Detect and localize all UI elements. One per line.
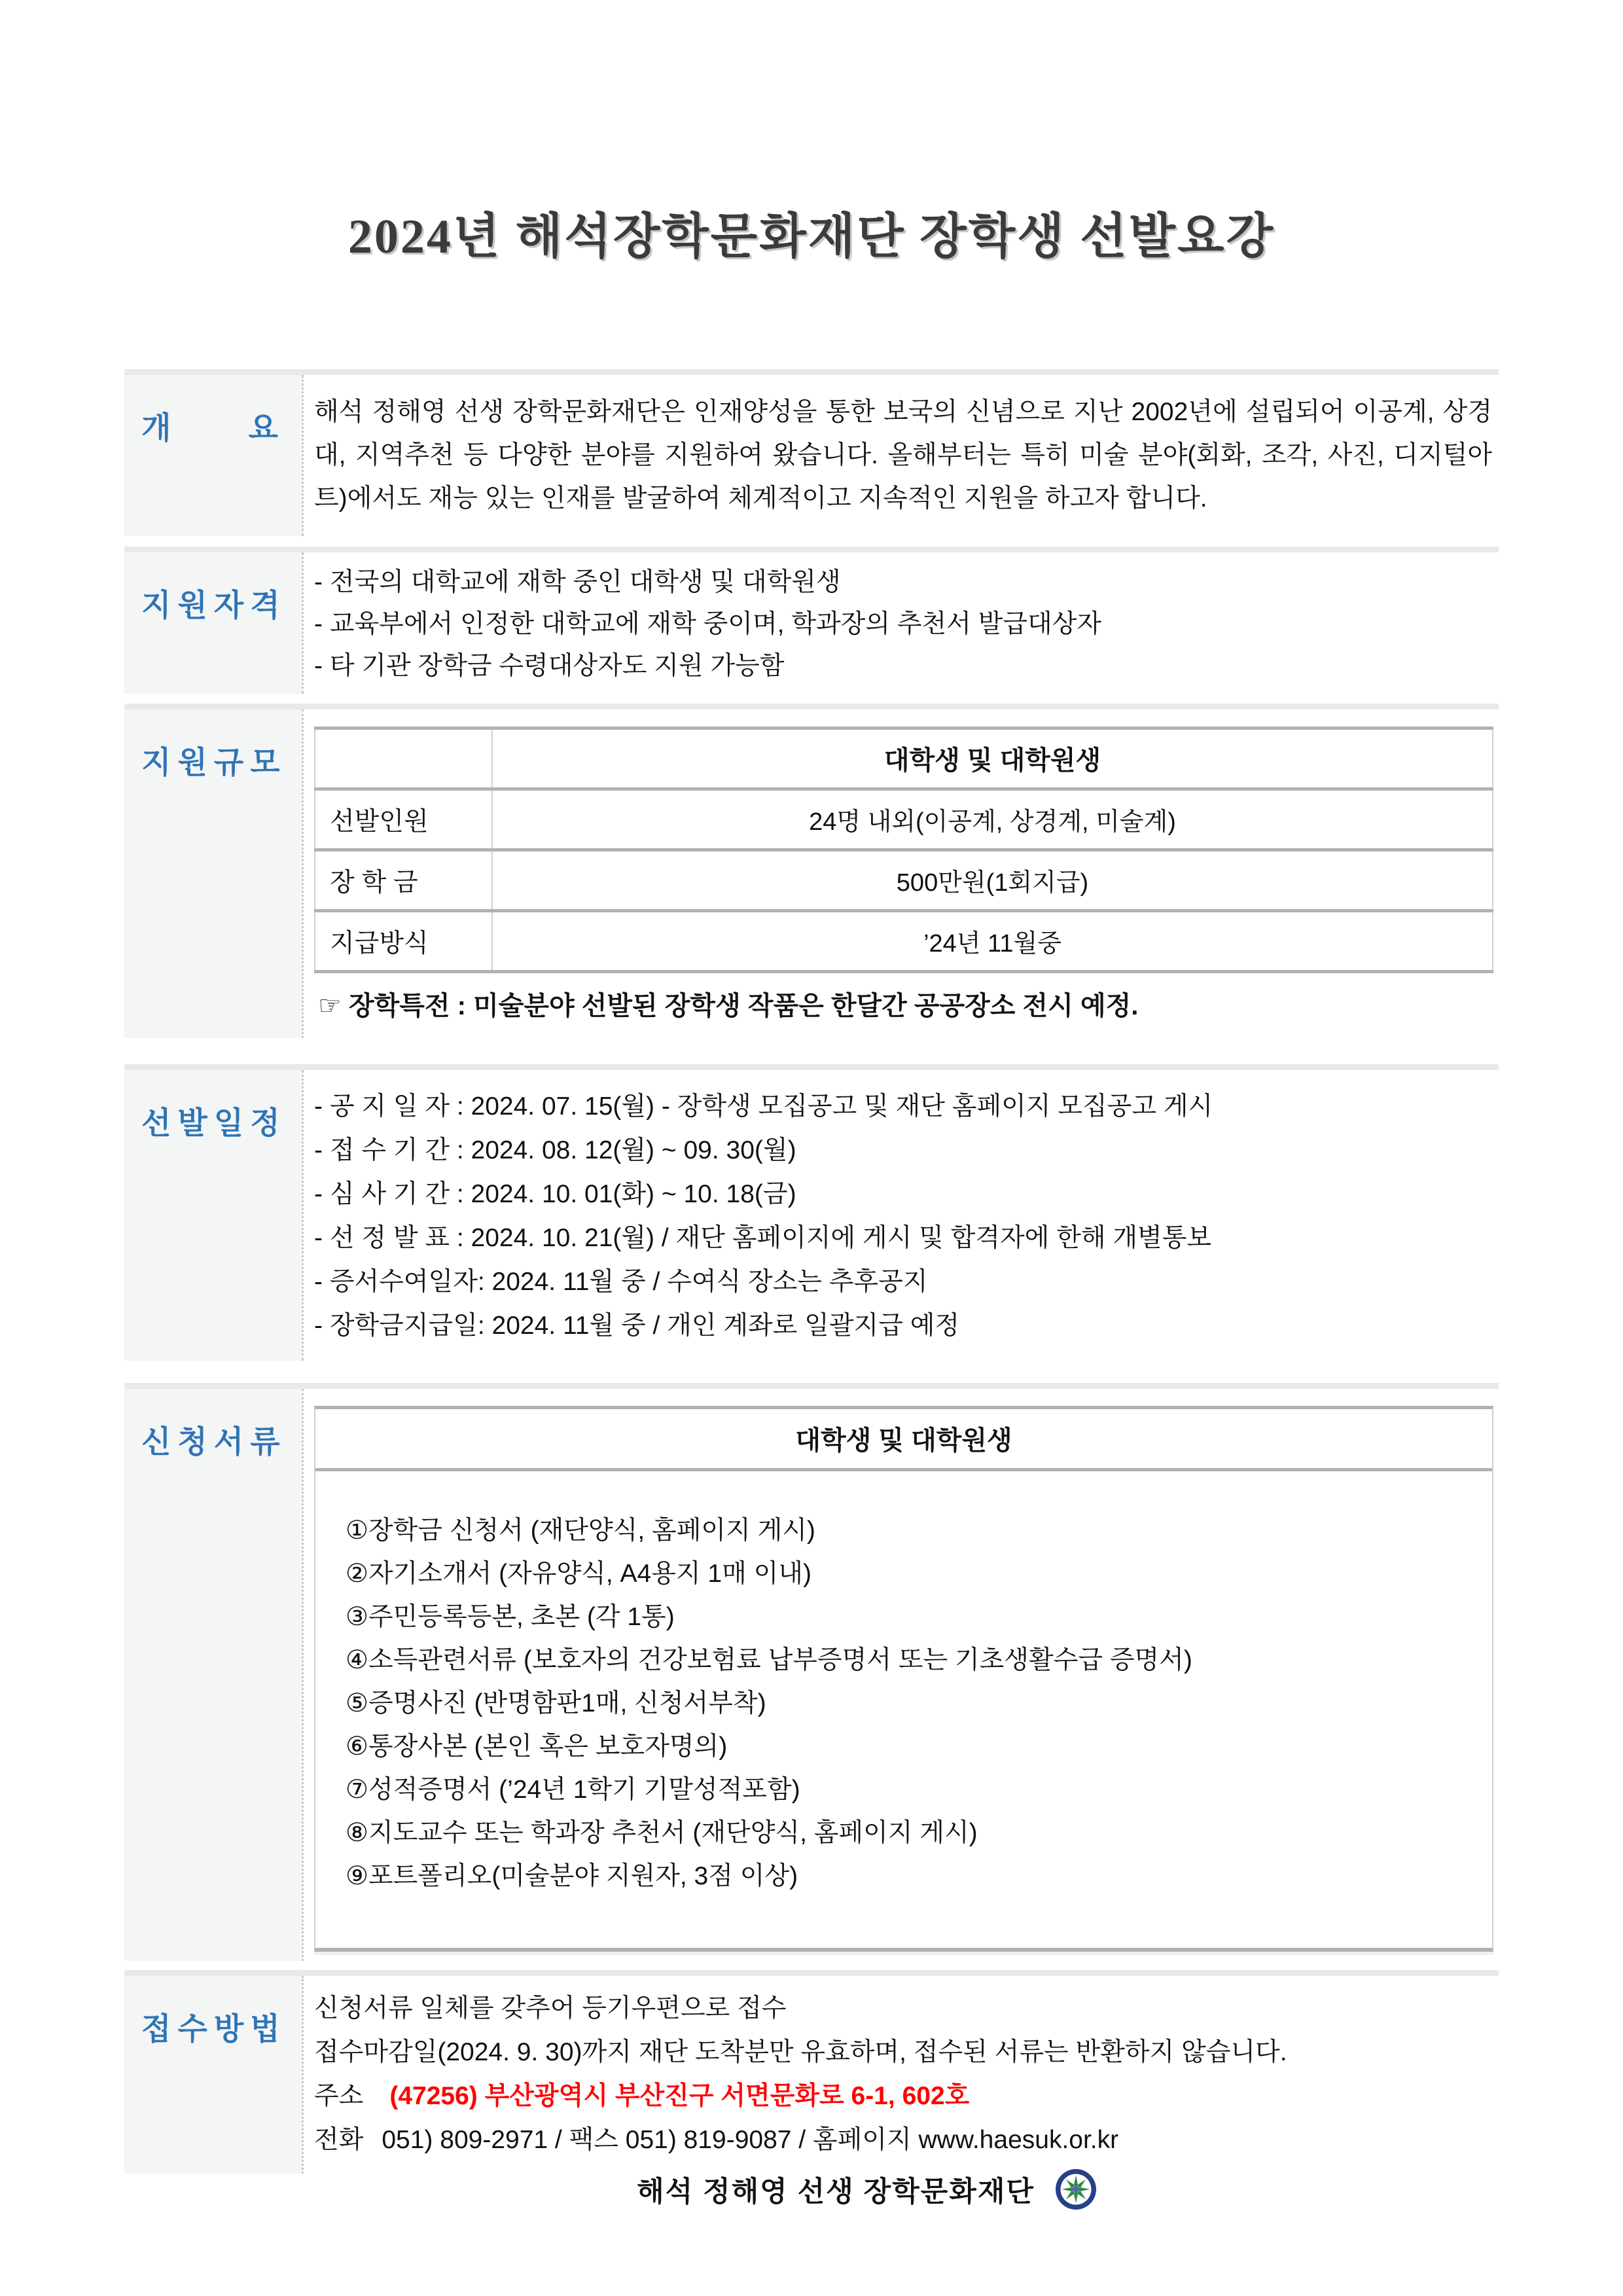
schedule-line: - 장학금지급일: 2024. 11월 중 / 개인 계좌로 일괄지급 예정 (314, 1311, 960, 1340)
section-schedule-label: 선발일정 (124, 1070, 304, 1361)
list-item: ①장학금 신청서 (재단양식, 홈페이지 게시) (346, 1516, 815, 1545)
scale-row-name: 장 학 금 (315, 850, 492, 910)
foundation-name: 해석 정해영 선생 장학문화재단 (637, 2176, 1035, 2208)
footer (0, 2168, 1623, 2211)
section-scale-content (304, 709, 1499, 1038)
section-eligibility-label: 지원자격 (124, 552, 304, 694)
documents-table-header: 대학생 및 대학원생 (315, 1409, 1492, 1471)
scale-row-value: ’24년 11월중 (492, 910, 1493, 971)
foundation-seal-icon (1054, 2168, 1097, 2211)
section-documents-label: 신청서류 (124, 1389, 304, 1961)
section-submission (124, 1970, 1499, 2174)
documents-list (315, 1471, 1492, 1948)
address-value: (47256) 부산광역시 부산진구 서면문화로 6-1, 602호 (389, 2081, 970, 2110)
submission-contact-line (314, 2118, 1493, 2162)
submission-deadline-line: 접수마감일(2024. 9. 30)까지 재단 도착분만 유효하며, 접수된 서류는 반환하지 않습니다. (314, 2037, 1287, 2066)
section-documents-content (304, 1389, 1499, 1961)
section-schedule (124, 1064, 1499, 1361)
schedule-line: - 선 정 발 표 : 2024. 10. 21(월) / 재단 홈페이지에 게시 및 합격자에 한해 개별통보 (314, 1223, 1212, 1252)
page-title: 2024년 해석장학문화재단 장학생 선발요강 (348, 209, 1275, 264)
schedule-line: - 심 사 기 간 : 2024. 10. 01(화) ~ 10. 18(금) (314, 1179, 796, 1208)
submission-address-line (314, 2074, 1493, 2118)
list-item: ⑤증명사진 (반명함판1매, 신청서부착) (346, 1689, 766, 1717)
list-item: ⑧지도교수 또는 학과장 추천서 (재단양식, 홈페이지 게시) (346, 1818, 978, 1847)
list-item: ④소득관련서류 (보호자의 건강보험료 납부증명서 또는 기초생활수급 증명서) (346, 1645, 1192, 1674)
bullet-line: - 교육부에서 인정한 대학교에 재학 중이며, 학과장의 추천서 발급대상자 (314, 609, 1102, 638)
section-overview-label: 개 요 (124, 375, 304, 536)
scale-row-value: 24명 내외(이공계, 상경계, 미술계) (492, 789, 1493, 850)
bullet-line: - 타 기관 장학금 수령대상자도 지원 가능함 (314, 651, 785, 680)
overview-paragraph: 해석 정해영 선생 장학문화재단은 인재양성을 통한 보국의 신념으로 지난 2002년에 설립되어 이공계, 상경대, 지역추천 등 다양한 분야를 지원하여 왔습니다. 올해부터는 특히 미술 분야(회화, 조각, 사진, 디지털아트)에서도 재능 있는 인재를 발굴하여 체계적이고 지속적인 지원을 하고자 합니다. (314, 397, 1492, 512)
bullet-line: - 전국의 대학교에 재학 중인 대학생 및 대학원생 (314, 567, 841, 596)
notice-body (124, 369, 1499, 2174)
contact-value: 051) 809-2971 / 팩스 051) 819-9087 / 홈페이지 www.haesuk.or.kr (382, 2125, 1119, 2154)
scale-row-name: 지급방식 (315, 910, 492, 971)
table-row (315, 728, 1493, 789)
scale-table (314, 726, 1493, 973)
table-row (315, 789, 1493, 850)
scale-row-name: 선발인원 (315, 789, 492, 850)
section-scale-label: 지원규모 (124, 709, 304, 1038)
section-documents (124, 1383, 1499, 1961)
list-item: ⑨포트폴리오(미술분야 지원자, 3점 이상) (346, 1861, 798, 1890)
table-row (315, 850, 1493, 910)
list-item: ⑦성적증명서 (’24년 1학기 기말성적포함) (346, 1775, 800, 1804)
section-schedule-content (304, 1070, 1499, 1361)
scale-row-value: 500만원(1회지급) (492, 850, 1493, 910)
section-overview (124, 369, 1499, 536)
schedule-line: - 접 수 기 간 : 2024. 08. 12(월) ~ 09. 30(월) (314, 1136, 796, 1164)
section-eligibility-content (304, 552, 1499, 694)
address-label: 주소 (314, 2081, 364, 2110)
section-scale (124, 704, 1499, 1038)
scale-benefit-note: ☞ 장학특전 : 미술분야 선발된 장학생 작품은 한달간 공공장소 전시 예정. (318, 991, 1139, 1020)
section-submission-content (304, 1976, 1499, 2174)
contact-label: 전화 (314, 2125, 364, 2154)
list-item: ③주민등록등본, 초본 (각 1통) (346, 1602, 675, 1631)
section-eligibility (124, 547, 1499, 694)
section-overview-content (304, 375, 1499, 536)
schedule-line: - 증서수여일자: 2024. 11월 중 / 수여식 장소는 추후공지 (314, 1267, 928, 1296)
section-submission-label: 접수방법 (124, 1976, 304, 2174)
list-item: ②자기소개서 (자유양식, A4용지 1매 이내) (346, 1559, 812, 1588)
schedule-line: - 공 지 일 자 : 2024. 07. 15(월) - 장학생 모집공고 및 재단 홈페이지 모집공고 게시 (314, 1092, 1213, 1121)
scale-header-cell: 대학생 및 대학원생 (492, 728, 1493, 789)
list-item: ⑥통장사본 (본인 혹은 보호자명의) (346, 1732, 728, 1761)
submission-method-line: 신청서류 일체를 갖추어 등기우편으로 접수 (314, 1994, 787, 2022)
documents-table (314, 1406, 1493, 1952)
table-row (315, 910, 1493, 971)
scale-header-corner (315, 728, 492, 789)
